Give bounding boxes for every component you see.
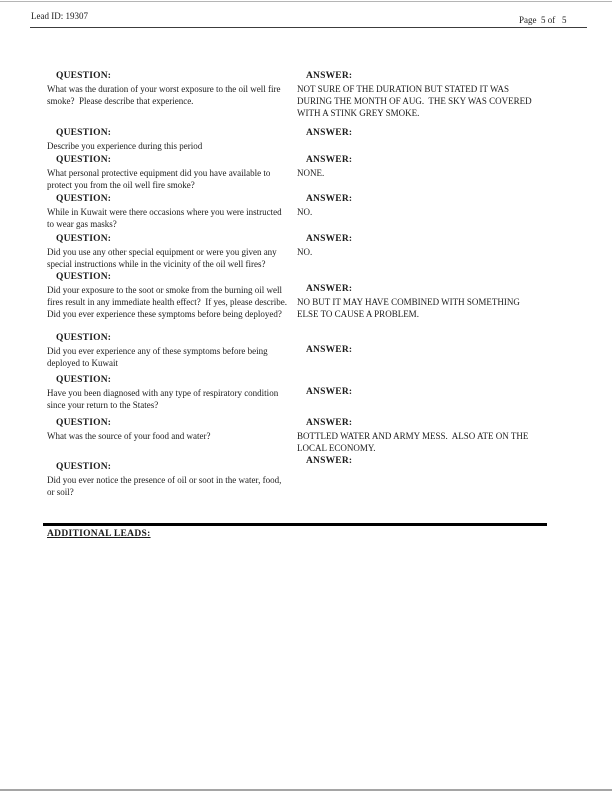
qa-row (47, 456, 612, 498)
answer-heading: ANSWER: (306, 345, 353, 355)
question-text: Did your exposure to the soot or smoke from the burning oil well fires result in any immediate health effect? If yes, please describe. Did you ever experience these symptoms before being deployed? (47, 285, 292, 319)
answer-block (297, 127, 547, 152)
answer-block (297, 283, 547, 320)
question-text: Did you ever notice the presence of oil or soot in the water, food, or soil? (47, 475, 284, 497)
answer-heading: ANSWER: (306, 234, 353, 244)
question-block (47, 374, 297, 411)
answer-text: NOT SURE OF THE DURATION BUT STATED IT WAS DURING THE MONTH OF AUG. THE SKY WAS COVERED WITH A STINK GREY SMOKE. (297, 84, 534, 118)
question-block (47, 193, 297, 230)
answer-heading: ANSWER: (306, 387, 353, 397)
question-block (47, 233, 297, 270)
answer-block (297, 154, 547, 191)
answer-heading: ANSWER: (306, 418, 353, 428)
question-heading: QUESTION: (56, 155, 112, 165)
question-heading: QUESTION: (56, 418, 112, 428)
answer-heading: ANSWER: (306, 456, 353, 466)
qa-row (47, 271, 612, 320)
question-heading: QUESTION: (56, 375, 112, 385)
question-block (47, 332, 297, 369)
answer-block (297, 386, 547, 411)
question-text: What personal protective equipment did you have available to protect you from the oil well fire smoke? (47, 168, 273, 190)
answer-heading: ANSWER: (306, 128, 353, 138)
answer-text: NO BUT IT MAY HAVE COMBINED WITH SOMETHING ELSE TO CAUSE A PROBLEM. (297, 297, 523, 319)
question-block (47, 461, 297, 498)
question-text: Did you ever experience any of these symptoms before being deployed to Kuwait (47, 346, 270, 368)
answer-heading: ANSWER: (306, 194, 353, 204)
question-block (47, 154, 297, 191)
qa-list (0, 70, 612, 498)
qa-row (47, 193, 612, 230)
question-text: What was the duration of your worst exposure to the oil well fire smoke? Please describe that experience. (47, 84, 283, 106)
question-heading: QUESTION: (56, 128, 112, 138)
answer-heading: ANSWER: (306, 284, 353, 294)
qa-row (47, 127, 612, 152)
qa-row (47, 70, 612, 119)
question-block (47, 271, 297, 320)
question-heading: QUESTION: (56, 234, 112, 244)
qa-row (47, 233, 612, 270)
answer-block (297, 344, 547, 369)
question-block (47, 70, 297, 119)
question-text: Have you been diagnosed with any type of respiratory condition since your return to the States? (47, 388, 281, 410)
question-text: Describe you experience during this period (47, 141, 203, 151)
qa-row (47, 332, 612, 369)
question-text: While in Kuwait were there occasions where you were instructed to wear gas masks? (47, 207, 284, 229)
answer-block (297, 233, 547, 270)
question-heading: QUESTION: (56, 194, 112, 204)
answer-heading: ANSWER: (306, 71, 353, 81)
answer-block (297, 70, 547, 119)
question-block (47, 127, 297, 152)
answer-text: NONE. (297, 168, 325, 178)
question-text: What was the source of your food and water? (47, 431, 211, 441)
qa-row (47, 417, 612, 454)
question-heading: QUESTION: (56, 272, 112, 282)
question-heading: QUESTION: (56, 462, 112, 472)
additional-leads-rule (43, 523, 547, 526)
page-number-label: Page 5 of 5 (519, 15, 567, 25)
answer-block (297, 455, 547, 498)
lead-id-label: Lead ID: 19307 (31, 11, 88, 21)
answer-text: NO. (297, 207, 313, 217)
qa-row (47, 154, 612, 191)
header-rule (30, 27, 587, 28)
question-heading: QUESTION: (56, 333, 112, 343)
question-text: Did you use any other special equipment or were you given any special instructions while in the vicinity of the oil well fires? (47, 247, 279, 269)
answer-heading: ANSWER: (306, 155, 353, 165)
answer-text: NO. (297, 247, 313, 257)
additional-leads-heading: ADDITIONAL LEADS: (47, 529, 151, 539)
question-block (47, 417, 297, 454)
answer-block (297, 193, 547, 230)
qa-row (47, 374, 612, 411)
answer-text: BOTTLED WATER AND ARMY MESS. ALSO ATE ON THE LOCAL ECONOMY. (297, 431, 531, 453)
answer-block (297, 417, 547, 454)
question-heading: QUESTION: (56, 71, 112, 81)
